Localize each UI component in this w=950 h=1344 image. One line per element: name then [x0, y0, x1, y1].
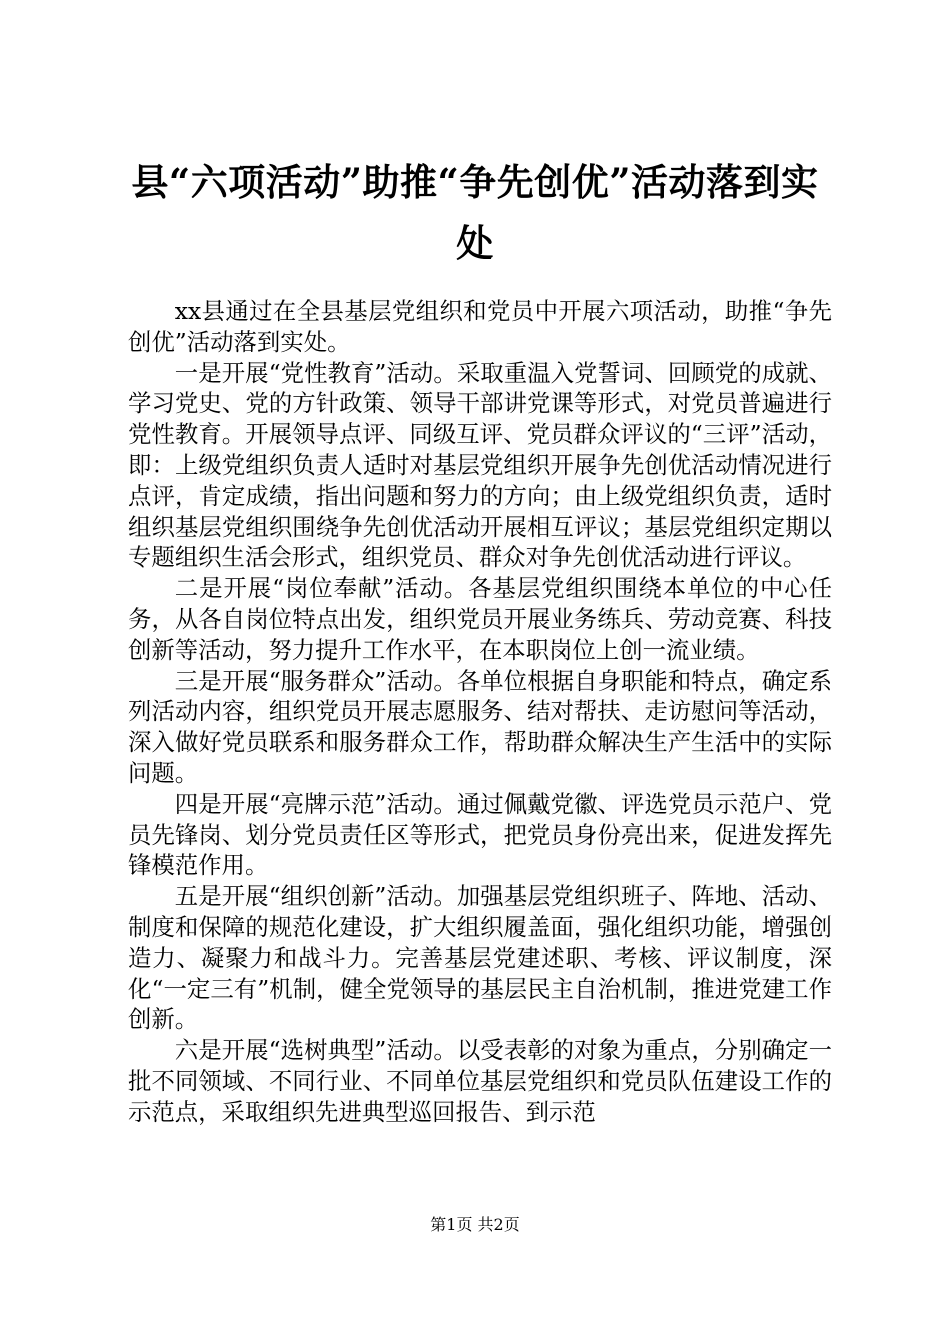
paragraph-serve-masses: 三是开展“服务群众”活动。各单位根据自身职能和特点，确定系列活动内容，组织党员开展志愿服务、结对帮扶、走访慰问等活动，深入做好党员联系和服务群众工作，帮助群众解决生产生活中的实际问题。	[128, 666, 832, 787]
page-number: 第1页 共2页	[430, 1215, 520, 1234]
document-body	[128, 296, 832, 1128]
paragraph-organization-innovation: 五是开展“组织创新”活动。加强基层党组织班子、阵地、活动、制度和保障的规范化建设，扩大组织履盖面，强化组织功能，增强创造力、凝聚力和战斗力。完善基层党建述职、考核、评议制度，深化“一定三有”机制，健全党领导的基层民主自治机制，推进党建工作创新。	[128, 882, 832, 1034]
paragraph-party-education: 一是开展“党性教育”活动。采取重温入党誓词、回顾党的成就、学习党史、党的方针政策、领导干部讲党课等形式，对党员普遍进行党性教育。开展领导点评、同级互评、党员群众评议的“三评”活动，即：上级党组织负责人适时对基层党组织开展争先创优活动情况进行点评，肯定成绩，指出问题和努力的方向；由上级党组织负责，适时组织基层党组织围绕争先创优活动开展相互评议；基层党组织定期以专题组织生活会形式，组织党员、群众对争先创优活动进行评议。	[128, 358, 832, 572]
paragraph-demonstration: 四是开展“亮牌示范”活动。通过佩戴党徽、评选党员示范户、党员先锋岗、划分党员责任区等形式，把党员身份亮出来，促进发挥先锋模范作用。	[128, 789, 832, 880]
paragraph-intro: xx县通过在全县基层党组织和党员中开展六项活动，助推“争先创优”活动落到实处。	[128, 297, 832, 356]
paragraph-post-dedication: 二是开展“岗位奉献”活动。各基层党组织围绕本单位的中心任务，从各自岗位特点出发，组织党员开展业务练兵、劳动竞赛、科技创新等活动，努力提升工作水平，在本职岗位上创一流业绩。	[128, 574, 832, 664]
document-title: 县“六项活动”助推“争先创优”活动落到实处	[131, 160, 819, 265]
paragraph-model-selection: 六是开展“选树典型”活动。以受表彰的对象为重点，分别确定一批不同领域、不同行业、不同单位基层党组织和党员队伍建设工作的示范点，采取组织先进典型巡回报告、到示范	[128, 1036, 832, 1126]
